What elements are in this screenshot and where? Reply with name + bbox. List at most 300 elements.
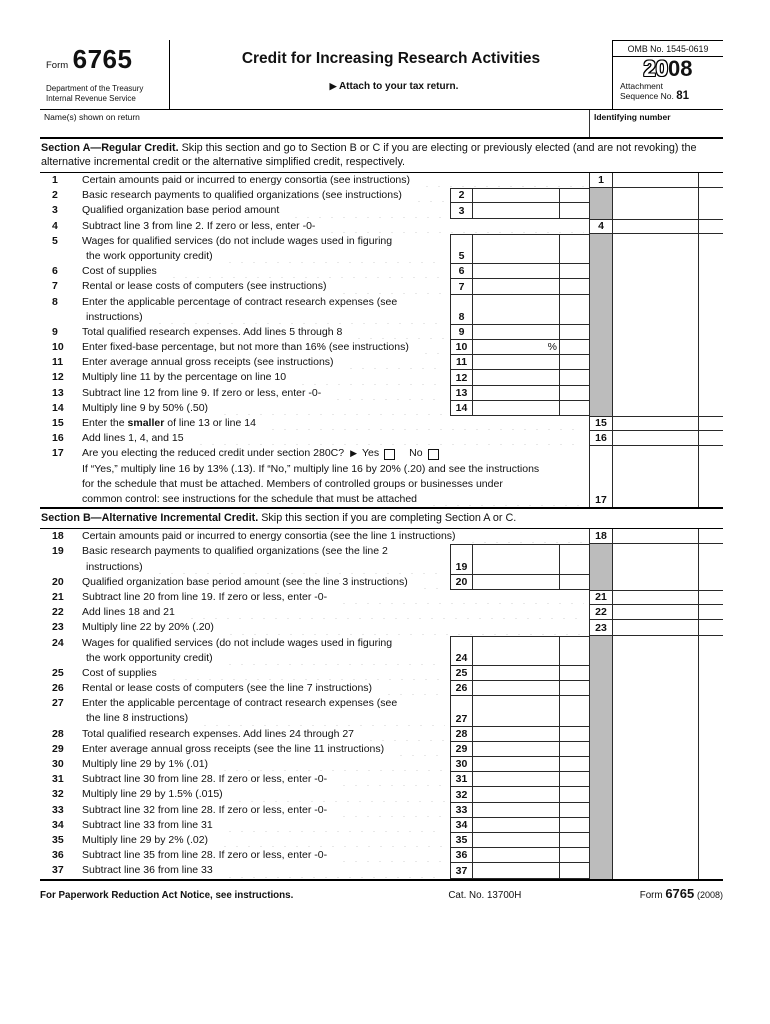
- line-number: 30: [52, 758, 64, 771]
- line-12-cents-field[interactable]: [560, 370, 589, 384]
- line-1-label-zone: [40, 173, 589, 188]
- line-number: 8: [52, 295, 58, 308]
- line-label: Subtract line 12 from line 9. If zero or less, enter -0-: [82, 386, 322, 399]
- form-row-line-10: [40, 340, 723, 355]
- line-2-label-zone: [40, 188, 450, 203]
- empty-cents-area: [698, 636, 723, 666]
- line-label: Enter average annual gross receipts (see the line 11 instructions): [82, 742, 385, 755]
- shaded-cell: [589, 340, 613, 355]
- line-32-label-zone: [40, 787, 450, 802]
- line-36-entry: [450, 848, 589, 863]
- footer-form-number: 6765: [665, 885, 695, 901]
- section-b-title: Section B—Alternative Incremental Credit.: [41, 512, 259, 525]
- line-19-cents-field[interactable]: [560, 545, 589, 573]
- line-14-amount-field[interactable]: [473, 401, 560, 415]
- line-25-amount-field[interactable]: [473, 666, 560, 680]
- line-5-amount-field[interactable]: [473, 235, 560, 263]
- empty-cents-area: [698, 355, 723, 370]
- shaded-cell: [589, 833, 613, 848]
- form-row-line-11: [40, 355, 723, 370]
- line-20-cents-field[interactable]: [560, 575, 589, 589]
- entry-line-number: 8: [451, 295, 473, 324]
- right-arrow-icon: ▶: [329, 81, 337, 91]
- line-number: 34: [52, 818, 64, 831]
- yes-label: Yes: [362, 447, 380, 460]
- line-26-amount-field[interactable]: [473, 681, 560, 695]
- line-17-question: Are you electing the reduced credit under section 280C?: [82, 447, 345, 460]
- tax-year-bold: 08: [668, 56, 693, 81]
- line-2-amount-field[interactable]: [473, 189, 560, 202]
- identifying-number-label: Identifying number: [594, 112, 671, 122]
- empty-amount-area: [613, 818, 698, 833]
- line-26-cents-field[interactable]: [560, 681, 589, 695]
- form-row-line-27: [40, 696, 723, 726]
- shaded-column-segment: [589, 818, 723, 833]
- line-21-label-zone: [40, 590, 589, 605]
- line-30-cents-field[interactable]: [560, 757, 589, 771]
- shaded-cell: [589, 544, 613, 574]
- line-number: 9: [52, 325, 58, 338]
- line-12-label-zone: [40, 370, 450, 385]
- shaded-cell: [589, 636, 613, 666]
- dot-leader: [222, 251, 445, 263]
- line-3-amount-field[interactable]: [473, 203, 560, 217]
- empty-cents-area: [698, 757, 723, 772]
- agency-name: [46, 84, 165, 103]
- line-3-cents-field[interactable]: [560, 203, 589, 217]
- form-row-line-15: [40, 416, 723, 431]
- line-18-label-zone: [40, 529, 589, 544]
- line-label: Subtract line 20 from line 19. If zero or less, enter -0-: [82, 590, 328, 603]
- shaded-column-segment: [589, 234, 723, 264]
- line-label: Total qualified research expenses. Add lines 24 through 27: [82, 727, 355, 740]
- line-35-amount-field[interactable]: [473, 833, 560, 847]
- line-label: Rental or lease costs of computers (see the line 7 instructions): [82, 682, 373, 695]
- entry-line-number: 30: [451, 757, 473, 771]
- dot-leader: [418, 342, 445, 354]
- line-7-entry: [450, 279, 589, 294]
- line-14-label-zone: [40, 401, 450, 416]
- empty-cents-area: [698, 340, 723, 355]
- empty-amount-area: [613, 370, 698, 385]
- entry-line-number: 1: [589, 173, 613, 187]
- line-10-amount-field[interactable]: [473, 340, 560, 354]
- line-21-cents-field[interactable]: [698, 591, 723, 604]
- empty-amount-area: [613, 757, 698, 772]
- line-6-amount-field[interactable]: [473, 264, 560, 278]
- entry-line-number: 14: [451, 401, 473, 415]
- line-2-cents-field[interactable]: [560, 189, 589, 202]
- dot-leader: [343, 357, 445, 369]
- line-29-entry: [450, 742, 589, 757]
- line-label: Certain amounts paid or incurred to energy consortia (see instructions): [82, 174, 410, 186]
- line-21-amount-field[interactable]: [613, 591, 698, 604]
- entry-line-number: 26: [451, 681, 473, 695]
- empty-amount-area: [613, 188, 698, 203]
- form-row-line-26: [40, 681, 723, 696]
- line-10-label-zone: [40, 340, 450, 355]
- shaded-column-segment: [589, 295, 723, 325]
- entry-line-number: 9: [451, 325, 473, 339]
- line-11-label-zone: [40, 355, 450, 370]
- line-12-entry: [450, 370, 589, 385]
- line-7-cents-field[interactable]: [560, 279, 589, 293]
- dot-leader: [465, 531, 584, 543]
- line-25-entry: [450, 666, 589, 681]
- dot-leader: [166, 266, 445, 278]
- line-30-entry: [450, 757, 589, 772]
- form-row-line-2: [40, 188, 723, 203]
- line-6-cents-field[interactable]: [560, 264, 589, 278]
- line-29-amount-field[interactable]: [473, 742, 560, 756]
- form-row-line-34: [40, 818, 723, 833]
- line-number: 18: [52, 530, 64, 543]
- empty-amount-area: [613, 803, 698, 818]
- empty-amount-area: [613, 355, 698, 370]
- dot-leader: [152, 312, 445, 324]
- line-22-cents-field[interactable]: [698, 605, 723, 619]
- paperwork-notice: For Paperwork Reduction Act Notice, see instructions.: [40, 889, 294, 901]
- form-row-line-18: [40, 529, 723, 544]
- line-label: Multiply line 29 by 2% (.02): [82, 834, 209, 846]
- omb-box: [612, 40, 723, 109]
- form-header: [40, 40, 723, 110]
- line-26-label-zone: [40, 681, 450, 696]
- section-a-header: [40, 139, 723, 173]
- line-label: Subtract line 3 from line 2. If zero or less, enter -0-: [82, 219, 316, 232]
- empty-amount-area: [613, 203, 698, 218]
- dot-leader: [217, 759, 445, 771]
- line-23-entry: [589, 620, 723, 635]
- entry-line-number: 3: [451, 203, 473, 217]
- form-6765: [40, 40, 723, 901]
- line-21-entry: [589, 590, 723, 605]
- shaded-cell: [589, 757, 613, 772]
- shaded-column-segment: [589, 742, 723, 757]
- line-33-amount-field[interactable]: [473, 803, 560, 817]
- line-24-label-zone: [40, 636, 450, 666]
- line-35-entry: [450, 833, 589, 848]
- shaded-column-segment: [589, 340, 723, 355]
- shaded-column-segment: [589, 544, 723, 574]
- line-label: Subtract line 30 from line 28. If zero or less, enter -0-: [82, 773, 328, 786]
- dot-leader: [295, 373, 445, 385]
- empty-cents-area: [698, 279, 723, 294]
- form-word: Form: [46, 60, 69, 71]
- form-row-line-23: [40, 620, 723, 635]
- line-20-amount-field[interactable]: [473, 575, 560, 589]
- identifying-number-field[interactable]: [589, 110, 723, 137]
- footer-form-id: [640, 886, 723, 901]
- line-17-paragraph-2: for the schedule that must be attached. Members of controlled groups or businesses under: [82, 477, 503, 490]
- line-16-amount-field[interactable]: [613, 431, 698, 445]
- dot-leader: [336, 592, 584, 604]
- dot-leader: [184, 607, 584, 619]
- line-32-cents-field[interactable]: [560, 787, 589, 801]
- agency-line2: Internal Revenue Service: [46, 93, 136, 103]
- shaded-cell: [589, 355, 613, 370]
- line-27-amount-field[interactable]: [473, 696, 560, 725]
- attachment-label: Attachment: [620, 81, 663, 91]
- line-number: 23: [52, 621, 64, 634]
- line-17-amount-field[interactable]: [613, 446, 698, 507]
- line-number: 27: [52, 697, 64, 710]
- line-label: Multiply line 29 by 1% (.01): [82, 758, 209, 771]
- line-9-entry: [450, 325, 589, 340]
- line-label: Add lines 18 and 21: [82, 606, 175, 619]
- line-23-amount-field[interactable]: [613, 620, 698, 634]
- section-b-header: [40, 507, 723, 529]
- shaded-cell: [589, 386, 613, 401]
- line-28-cents-field[interactable]: [560, 727, 589, 741]
- line-number: 17: [52, 447, 64, 460]
- shaded-column-segment: [589, 787, 723, 802]
- line-15-label-zone: [40, 416, 589, 431]
- line-label: Basic research payments to qualified organizations (see the line 2: [82, 545, 388, 558]
- line-number: 2: [52, 189, 58, 202]
- form-row-line-14: [40, 401, 723, 416]
- line-27-cents-field[interactable]: [560, 696, 589, 725]
- dot-leader: [426, 494, 584, 506]
- line-32-entry: [450, 787, 589, 802]
- empty-amount-area: [613, 863, 698, 878]
- form-title-area: [170, 40, 612, 109]
- entry-line-number: 11: [451, 355, 473, 369]
- line-13-cents-field[interactable]: [560, 386, 589, 400]
- empty-amount-area: [613, 279, 698, 294]
- empty-amount-area: [613, 340, 698, 355]
- line-22-amount-field[interactable]: [613, 605, 698, 619]
- line-37-cents-field[interactable]: [560, 863, 589, 877]
- line-31-amount-field[interactable]: [473, 772, 560, 786]
- line-8-cents-field[interactable]: [560, 295, 589, 324]
- no-checkbox[interactable]: [428, 449, 439, 460]
- empty-cents-area: [698, 833, 723, 848]
- line-30-label-zone: [40, 757, 450, 772]
- empty-amount-area: [613, 636, 698, 666]
- empty-amount-area: [613, 234, 698, 264]
- dot-leader: [288, 206, 445, 218]
- line-18-cents-field[interactable]: [698, 529, 723, 543]
- line-17-paragraph-1: If “Yes,” multiply line 16 by 13% (.13). If “No,” multiply line 16 by 20% (.20) and see the instructions: [82, 462, 540, 475]
- line-4-entry: [589, 219, 723, 234]
- line-37-entry: [450, 863, 589, 878]
- entry-line-number: 24: [451, 637, 473, 665]
- line-13-entry: [450, 386, 589, 401]
- dot-leader: [363, 729, 445, 741]
- footer-form-word: Form: [639, 889, 663, 901]
- line-28-amount-field[interactable]: [473, 727, 560, 741]
- line-18-amount-field[interactable]: [613, 529, 698, 543]
- line-18-entry: [589, 529, 723, 544]
- dot-leader: [336, 805, 445, 817]
- line-1-cents-field[interactable]: [698, 173, 723, 187]
- form-row-line-29: [40, 742, 723, 757]
- form-row-line-37: [40, 863, 723, 878]
- shaded-cell: [589, 279, 613, 294]
- empty-cents-area: [698, 803, 723, 818]
- line-5-cents-field[interactable]: [560, 235, 589, 263]
- line-9-amount-field[interactable]: [473, 325, 560, 339]
- line-19-entry: [450, 544, 589, 574]
- line-31-entry: [450, 772, 589, 787]
- line-3-label-zone: [40, 203, 450, 218]
- line-label: Subtract line 32 from line 28. If zero or less, enter -0-: [82, 803, 328, 816]
- line-number: 24: [52, 636, 64, 649]
- line-number: 33: [52, 803, 64, 816]
- shaded-column-segment: [589, 203, 723, 218]
- form-row-line-9: [40, 325, 723, 340]
- line-12-amount-field[interactable]: [473, 370, 560, 384]
- line-37-amount-field[interactable]: [473, 863, 560, 877]
- line-33-cents-field[interactable]: [560, 803, 589, 817]
- form-row-line-6: [40, 264, 723, 279]
- form-row-line-19: [40, 544, 723, 574]
- line-14-cents-field[interactable]: [560, 401, 589, 415]
- line-34-amount-field[interactable]: [473, 818, 560, 832]
- shaded-column-segment: [589, 370, 723, 385]
- line-20-entry: [450, 575, 589, 590]
- line-31-cents-field[interactable]: [560, 772, 589, 786]
- empty-cents-area: [698, 818, 723, 833]
- line-36-label-zone: [40, 848, 450, 863]
- shaded-column-segment: [589, 772, 723, 787]
- line-label: Enter the smaller of line 13 or line 14: [82, 417, 256, 430]
- line-10-cents-field[interactable]: [560, 340, 589, 354]
- dot-leader: [217, 403, 445, 415]
- line-number: 32: [52, 788, 64, 801]
- line-35-cents-field[interactable]: [560, 833, 589, 847]
- name-row: [40, 110, 723, 139]
- entry-line-number: 33: [451, 803, 473, 817]
- tax-year-outline: 20: [643, 56, 668, 81]
- shaded-column-segment: [589, 803, 723, 818]
- line-label: Add lines 1, 4, and 15: [82, 432, 184, 445]
- line-33-entry: [450, 803, 589, 818]
- line-15-amount-field[interactable]: [613, 417, 698, 430]
- line-23-cents-field[interactable]: [698, 620, 723, 634]
- line-label: Rental or lease costs of computers (see instructions): [82, 280, 327, 293]
- line-16-label-zone: [40, 431, 589, 446]
- form-row-line-16: [40, 431, 723, 446]
- line-17-cents-field[interactable]: [698, 446, 723, 507]
- entry-line-number: 25: [451, 666, 473, 680]
- dot-leader: [417, 577, 445, 589]
- line-11-cents-field[interactable]: [560, 355, 589, 369]
- line-1-amount-field[interactable]: [613, 173, 698, 187]
- line-30-amount-field[interactable]: [473, 757, 560, 771]
- yes-checkbox[interactable]: [384, 449, 395, 460]
- line-label-continued: instructions): [86, 310, 143, 323]
- entry-line-number: 23: [589, 620, 613, 634]
- empty-amount-area: [613, 295, 698, 325]
- line-34-label-zone: [40, 818, 450, 833]
- line-11-amount-field[interactable]: [473, 355, 560, 369]
- section-b-subtitle: Skip this section if you are completing Section A or C.: [258, 512, 517, 525]
- line-9-cents-field[interactable]: [560, 325, 589, 339]
- entry-line-number: 6: [451, 264, 473, 278]
- line-number: 5: [52, 234, 58, 247]
- line-29-cents-field[interactable]: [560, 742, 589, 756]
- line-4-cents-field[interactable]: [698, 220, 723, 233]
- shaded-cell: [589, 848, 613, 863]
- line-24-cents-field[interactable]: [560, 637, 589, 665]
- form-title: Credit for Increasing Research Activities: [241, 50, 541, 67]
- line-number: 12: [52, 371, 64, 384]
- line-4-label-zone: [40, 219, 589, 234]
- shaded-cell: [589, 370, 613, 385]
- empty-amount-area: [613, 848, 698, 863]
- line-label: Enter the applicable percentage of contract research expenses (see: [82, 697, 398, 710]
- line-4-amount-field[interactable]: [613, 220, 698, 233]
- dot-leader: [222, 866, 445, 878]
- line-25-cents-field[interactable]: [560, 666, 589, 680]
- shaded-cell: [589, 666, 613, 681]
- line-27-entry: [450, 696, 589, 726]
- line-7-amount-field[interactable]: [473, 279, 560, 293]
- line-13-amount-field[interactable]: [473, 386, 560, 400]
- form-row-line-21: [40, 590, 723, 605]
- dot-leader: [419, 175, 584, 187]
- line-32-amount-field[interactable]: [473, 787, 560, 801]
- dot-leader: [336, 282, 445, 294]
- shaded-cell: [589, 818, 613, 833]
- dot-leader: [351, 327, 445, 339]
- name-field-label: Name(s) shown on return: [44, 112, 140, 122]
- line-8-amount-field[interactable]: [473, 295, 560, 324]
- form-row-line-1: [40, 173, 723, 188]
- empty-amount-area: [613, 666, 698, 681]
- line-37-label-zone: [40, 863, 450, 878]
- section-b-rows: [40, 529, 723, 878]
- line-24-amount-field[interactable]: [473, 637, 560, 665]
- line-number: 19: [52, 545, 64, 558]
- line-13-label-zone: [40, 386, 450, 401]
- entry-line-number: 16: [589, 431, 613, 445]
- dot-leader: [393, 744, 445, 756]
- line-10-entry: [450, 340, 589, 355]
- form-row-line-12: [40, 370, 723, 385]
- line-17-paragraph-3: [40, 492, 589, 507]
- line-36-amount-field[interactable]: [473, 848, 560, 862]
- line-number: 4: [52, 219, 58, 232]
- line-2-entry: [450, 188, 589, 203]
- empty-cents-area: [698, 370, 723, 385]
- line-31-label-zone: [40, 772, 450, 787]
- entry-line-number: 18: [589, 529, 613, 543]
- line-19-label-zone: [40, 544, 450, 574]
- line-36-cents-field[interactable]: [560, 848, 589, 862]
- shaded-cell: [589, 742, 613, 757]
- entry-line-number: 19: [451, 545, 473, 573]
- shaded-column-segment: [589, 636, 723, 666]
- line-number: 35: [52, 834, 64, 846]
- line-15-cents-field[interactable]: [698, 417, 723, 430]
- line-label: Enter fixed-base percentage, but not more than 16% (see instructions): [82, 341, 409, 354]
- shaded-column-segment: [589, 696, 723, 726]
- form-row-line-13: [40, 386, 723, 401]
- line-label-continued: the line 8 instructions): [86, 712, 189, 725]
- line-label: Subtract line 33 from line 31: [82, 818, 213, 831]
- shaded-cell: [589, 696, 613, 726]
- shaded-cell: [589, 325, 613, 340]
- name-field[interactable]: [40, 110, 589, 137]
- line-34-cents-field[interactable]: [560, 818, 589, 832]
- line-19-amount-field[interactable]: [473, 545, 560, 573]
- empty-cents-area: [698, 696, 723, 726]
- line-16-cents-field[interactable]: [698, 431, 723, 445]
- line-number: 6: [52, 265, 58, 278]
